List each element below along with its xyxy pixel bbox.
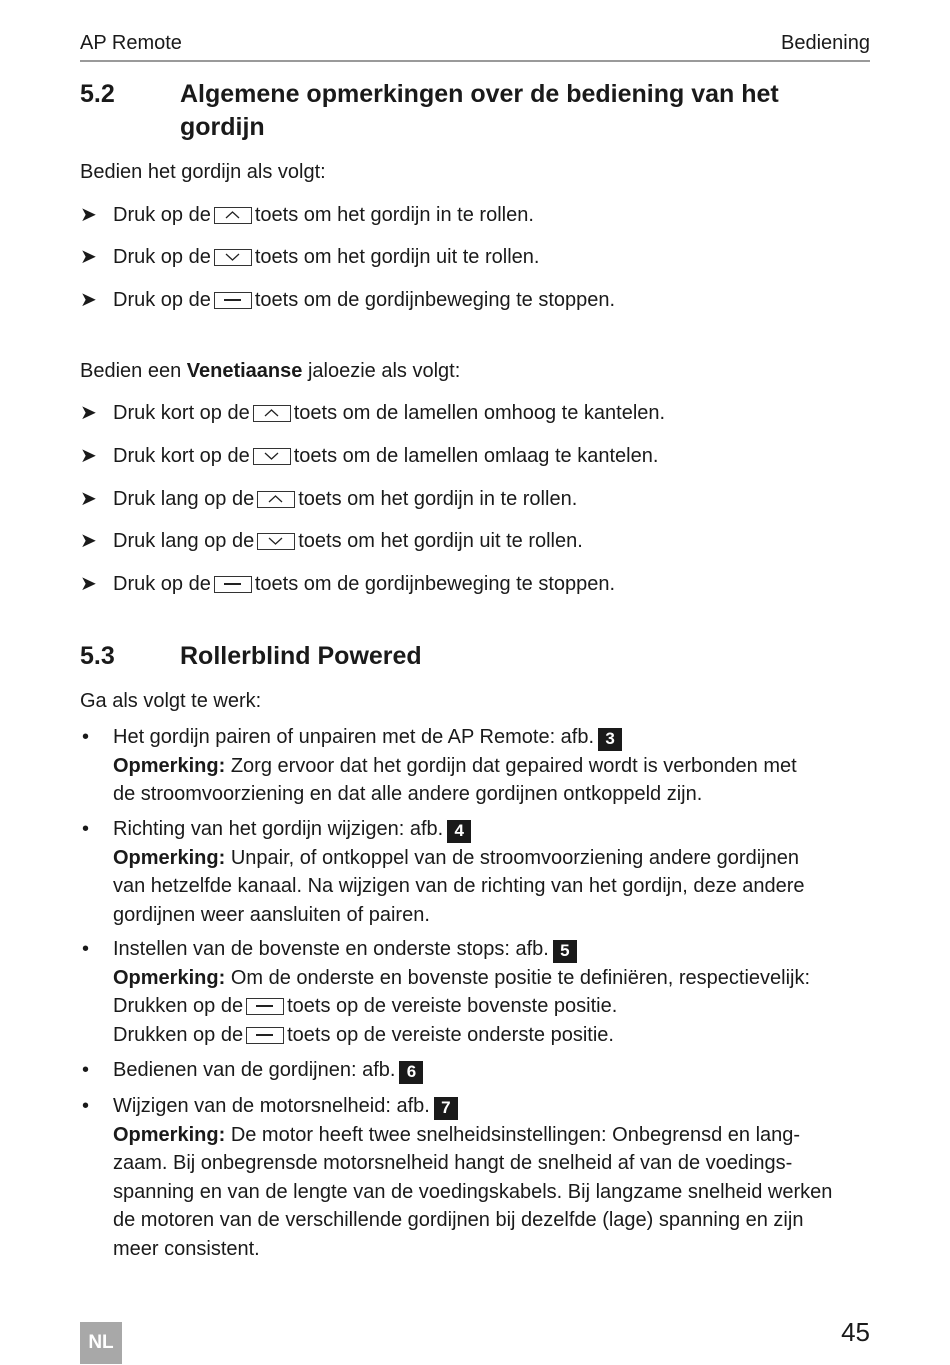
venetian-intro-post: jaloezie als volgt: [307,360,461,382]
note-label: Opmerking: [113,846,226,869]
note-text: spanning en van de lengte van de voedingskabels. Bij langzame snelheid werken [113,1180,833,1203]
venetian-intro [80,358,460,384]
bullet-dot: • [82,938,90,960]
bullet-text: Instellen van de bovenste en onderste stops: afb. [113,938,549,960]
down-key-icon [257,533,295,550]
section-5-2-intro: Bedien het gordijn als volgt: [80,161,326,183]
down-key-icon [214,249,252,266]
stop-key-icon [246,1027,284,1044]
step-text-post: toets om het gordijn in te rollen. [254,204,534,226]
step-text [113,244,539,270]
note-text: toets op de vereiste onderste positie. [287,1023,614,1046]
arrow-bullet-icon: ➤ [80,402,97,424]
note-text: gordijnen weer aansluiten of pairen. [113,903,430,926]
note-text: van hetzelfde kanaal. Na wijzigen van de richting van het gordijn, deze andere [113,875,805,897]
bullet-pairing [80,723,870,809]
bullet-operate [80,1056,870,1086]
up-key-icon [214,207,252,224]
stop-key-icon [214,576,252,593]
bullet-text: Bedienen van de gordijnen: afb. [113,1059,396,1081]
figure-ref-badge: 5 [553,940,577,963]
stop-key-icon [246,998,284,1015]
stop-key-icon [214,292,252,309]
section-title: Algemene opmerkingen over de bediening van het gordijn [180,80,779,141]
figure-ref-badge: 7 [434,1097,458,1120]
step-text-pre: Druk op de [113,289,211,311]
arrow-bullet-icon: ➤ [80,530,97,552]
arrow-bullet-icon: ➤ [80,246,97,268]
note-text: Om de onderste en bovenste positie te definiëren, respectievelijk: [230,966,811,989]
step-text-pre: Druk lang op de [113,530,255,552]
bullet-text: Het gordijn pairen of unpairen met de AP Remote: afb. [113,726,595,748]
step-text-post: toets om de gordijnbeweging te stoppen. [254,289,616,311]
note-text: toets op de vereiste bovenste positie. [287,995,618,1017]
note-label: Opmerking: [113,1123,226,1146]
venetian-intro-bold: Venetiaanse [186,360,303,382]
bullet-dot: • [82,818,90,840]
page-header [80,30,870,62]
step-text-post: toets om de lamellen omhoog te kantelen. [293,402,666,424]
arrow-bullet-icon: ➤ [80,573,97,595]
section-5-3-heading [80,640,870,674]
note-text: Drukken op de [113,995,244,1017]
figure-ref-badge: 4 [447,820,471,843]
step-text-post: toets om het gordijn in te rollen. [298,488,578,510]
step-text-pre: Druk op de [113,573,211,595]
step-text [113,486,577,512]
section-title: Rollerblind Powered [180,642,422,670]
up-key-icon [257,491,295,508]
step-text-post: toets om de gordijnbeweging te stoppen. [254,573,616,595]
arrow-bullet-icon: ➤ [80,289,97,311]
arrow-bullet-icon: ➤ [80,488,97,510]
step-text [113,528,583,554]
step-text-post: toets om het gordijn uit te rollen. [298,530,583,552]
page-number: 45 [841,1317,870,1347]
header-chapter: Bediening [781,32,870,54]
note-text: meer consistent. [113,1237,260,1260]
venetian-intro-pre: Bedien een [80,360,182,382]
step-text [113,400,665,426]
language-tab: NL [80,1322,122,1364]
section-number: 5.2 [80,80,115,108]
note-text: zaam. Bij onbegrensde motorsnelheid hangt de snelheid af van de voedings- [113,1152,793,1174]
step-text-pre: Druk lang op de [113,488,255,510]
note-text: De motor heeft twee snelheidsinstellingen: Onbegrensd en lang- [230,1123,801,1146]
arrow-bullet-icon: ➤ [80,445,97,467]
step-text-post: toets om de lamellen omlaag te kantelen. [293,445,659,467]
header-product: AP Remote [80,32,182,54]
bullet-text: Richting van het gordijn wijzigen: afb. [113,818,444,840]
step-text [113,202,534,228]
section-number: 5.3 [80,642,115,670]
step-text [113,443,658,469]
note-text: Drukken op de [113,1023,244,1046]
bullet-text: Wijzigen van de motorsnelheid: afb. [113,1095,430,1117]
section-5-2-heading [80,78,870,148]
step-text-pre: Druk op de [113,246,211,268]
note-text: Zorg ervoor dat het gordijn dat gepaired wordt is verbonden met [230,754,797,777]
figure-ref-badge: 6 [399,1061,423,1084]
step-text [113,287,615,313]
bullet-direction [80,815,870,929]
bullet-motor-speed [80,1092,870,1264]
note-text: de stroomvoorziening en dat alle andere gordijnen ontkoppeld zijn. [113,783,703,805]
down-key-icon [253,448,291,465]
bullet-dot: • [82,726,90,748]
note-text: de motoren van de verschillende gordijnen bij dezelfde (lage) spanning en zijn [113,1209,804,1231]
bullet-dot: • [82,1059,90,1081]
step-text-pre: Druk op de [113,204,211,226]
note-label: Opmerking: [113,966,226,989]
figure-ref-badge: 3 [598,728,622,751]
arrow-bullet-icon: ➤ [80,204,97,226]
note-label: Opmerking: [113,754,226,777]
step-text-pre: Druk kort op de [113,445,250,467]
step-text [113,571,615,597]
bullet-stops [80,935,870,1049]
step-text-post: toets om het gordijn uit te rollen. [254,246,540,268]
step-text-pre: Druk kort op de [113,402,250,424]
section-5-3-intro: Ga als volgt te werk: [80,690,262,712]
up-key-icon [253,405,291,422]
bullet-dot: • [82,1095,90,1117]
note-text: Unpair, of ontkoppel van de stroomvoorziening andere gordijnen [230,846,799,869]
